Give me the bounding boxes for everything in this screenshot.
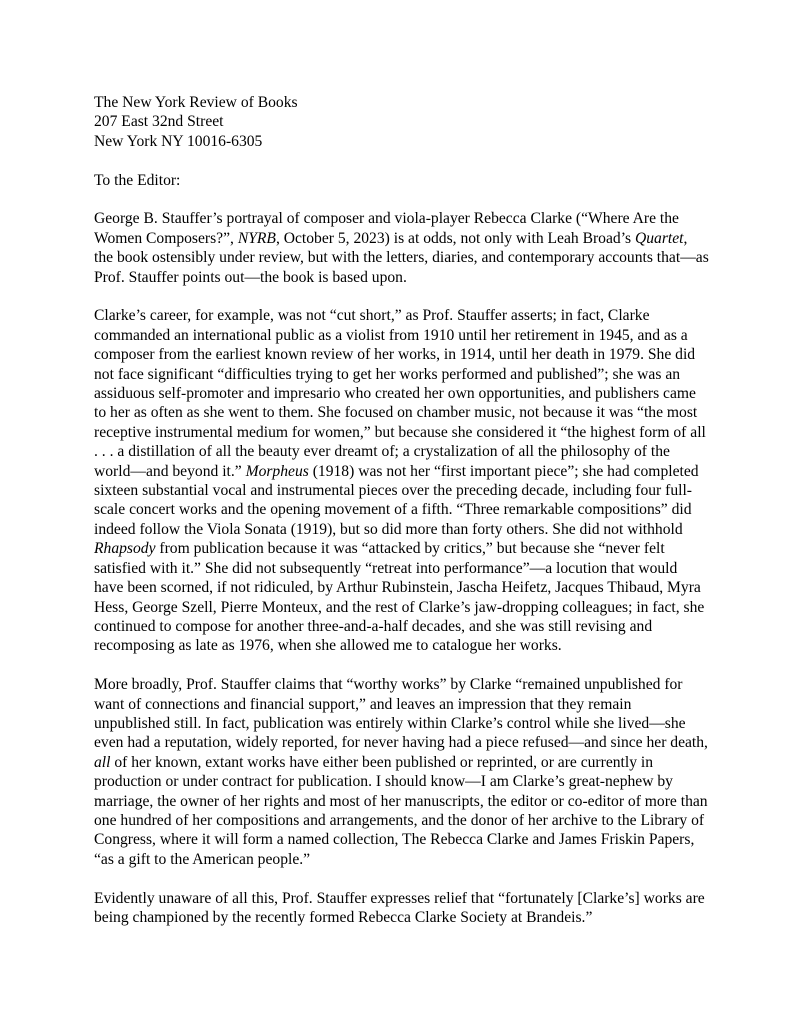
text-run: of her known, extant works have either been published or reprinted, or are currently in production or under contract for publication. I should know—I am Clarke’s great-nephew by marriage, the owner of her rights and most of her manuscripts, the editor or co-editor of more than one hundred of her compositions and arrangements, and the donor of her archive to the Library of Congress, where it will form a named collection, The Rebecca Clarke and James Friskin Papers, “as a gift to the American people.” <box>94 753 708 868</box>
text-run: George B. Stauffer’s portrayal of composer and viola-player Rebecca Clarke (“Where Are the Women Composers?”, <box>94 210 679 247</box>
text-run: , the book ostensibly under review, but with the letters, diaries, and contemporary accounts that—as Prof. Stauffer points out—the book is based upon. <box>94 229 709 286</box>
address-line: New York NY 10016-6305 <box>94 132 263 150</box>
address-line: The New York Review of Books <box>94 94 298 111</box>
letter-body <box>94 209 710 927</box>
recipient-address <box>94 93 710 151</box>
italic-text-run: NYRB <box>237 229 276 247</box>
text-run: (1918) was not her “first important piece”; she had completed sixteen substantial vocal and instrumental pieces over the preceding decade, including four full-scale concert works and the opening movement of a fifth. “Three remarkable compositions” did indeed follow the Viola Sonata (1919), but so did more than forty others. She did not withhold <box>94 462 699 538</box>
paragraph <box>94 209 710 287</box>
text-run: Clarke’s career, for example, was not “cut short,” as Prof. Stauffer asserts; in fact, Clarke commanded an international public as a violist from 1910 until her retirement in 1945, and as a composer from the earliest known review of her works, in 1914, until her death in 1979. She did not face significant “difficulties trying to get her works performed and published”; she was an assiduous self-promoter and impresario who created her own opportunities, and publishers came to her as often as she went to them. She focused on chamber music, not because it was “the most receptive instrumental medium for women,” but because she considered it “the highest form of all . . . a distillation of all the beauty ever dreamt of; a crystalization of all the philosophy of the world—and beyond it.” <box>94 307 706 480</box>
address-line: 207 East 32nd Street <box>94 113 224 131</box>
paragraph <box>94 889 710 928</box>
letter-page <box>94 93 710 947</box>
text-run: Evidently unaware of all this, Prof. Stauffer expresses relief that “fortunately [Clarke’s] works are being championed by the recently formed Rebecca Clarke Society at Brandeis.” <box>94 889 705 926</box>
text-run: from publication because it was “attacked by critics,” but because she “never felt satisfied with it.” She did not subsequently “retreat into performance”—a locution that would have been scorned, if not ridiculed, by Arthur Rubinstein, Jascha Heifetz, Jacques Thibaud, Myra Hess, George Szell, Pierre Monteux, and the rest of Clarke’s jaw-dropping colleagues; in fact, she continued to compose for another three-and-a-half decades, and she was still revising and recomposing as late as 1976, when she allowed me to catalogue her works. <box>94 540 705 655</box>
text-run: More broadly, Prof. Stauffer claims that “worthy works” by Clarke “remained unpublished for want of connections and financial support,” and leaves an impression that they remain unpublished still. In fact, publication was entirely within Clarke’s control while she lived—she even had a reputation, widely reported, for never having had a piece refused—and since her death, <box>94 676 708 752</box>
italic-text-run: Quartet <box>635 229 684 247</box>
paragraph <box>94 675 710 869</box>
italic-text-run: Morpheus <box>245 462 309 480</box>
italic-text-run: Rhapsody <box>94 540 156 558</box>
paragraph <box>94 306 710 655</box>
salutation: To the Editor: <box>94 171 181 189</box>
italic-text-run: all <box>94 753 111 771</box>
text-run: , October 5, 2023) is at odds, not only with Leah Broad’s <box>275 229 635 247</box>
